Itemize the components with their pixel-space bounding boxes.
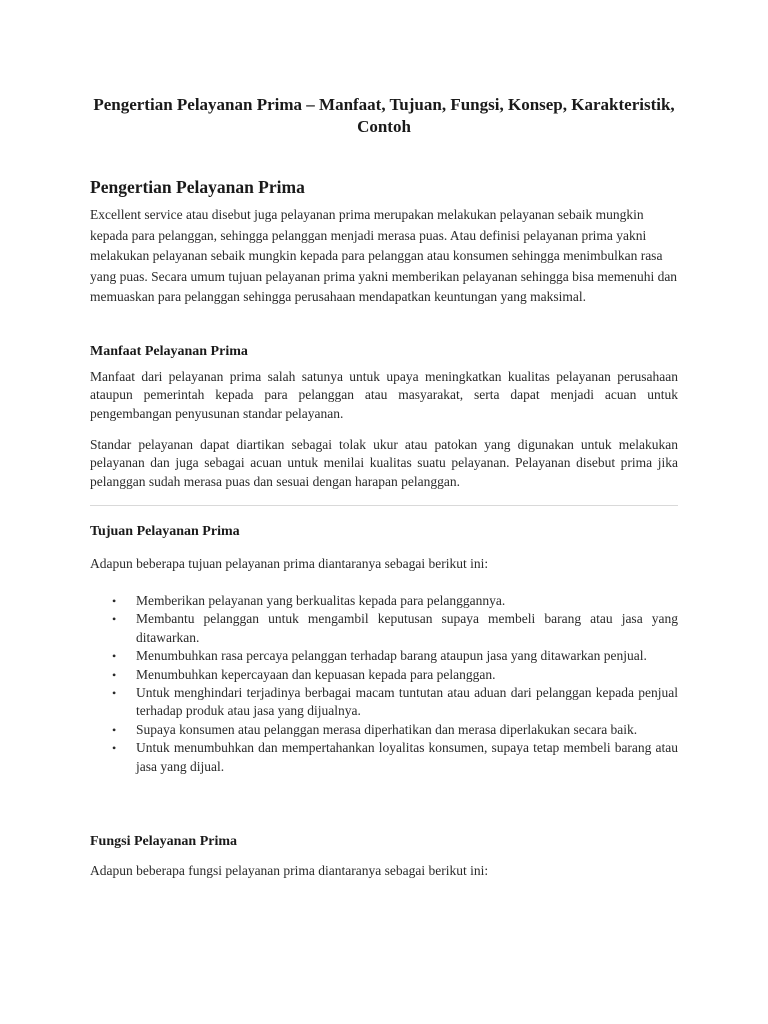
- paragraph-manfaat-1: Manfaat dari pelayanan prima salah satunya untuk upaya meningkatkan kualitas pelayanan perusahaan ataupun pemerintah kepada para pelanggan atau masyarakat, serta dapat menjadi acuan untuk pengembangan penyusunan standar pelayanan.: [90, 369, 678, 421]
- tujuan-bullet-list: [90, 592, 678, 776]
- document-title: Pengertian Pelayanan Prima – Manfaat, Tujuan, Fungsi, Konsep, Karakteristik, Contoh: [93, 95, 675, 136]
- bullet-icon: •: [112, 722, 117, 737]
- list-item-text: Memberikan pelayanan yang berkualitas kepada para pelanggannya.: [136, 593, 506, 608]
- list-item: [90, 592, 678, 610]
- paragraph-fungsi-intro: Adapun beberapa fungsi pelayanan prima diantaranya sebagai berikut ini:: [90, 863, 489, 878]
- bullet-icon: •: [112, 686, 117, 701]
- bullet-icon: •: [112, 594, 117, 608]
- list-item-text: Untuk menumbuhkan dan mempertahankan loyalitas konsumen, supaya tetap membeli barang atau jasa yang dijual.: [136, 740, 678, 774]
- list-item: [90, 610, 678, 647]
- bullet-icon: •: [112, 612, 117, 627]
- section-heading-pengertian: Pengertian Pelayanan Prima: [90, 177, 305, 197]
- list-item-text: Untuk menghindari terjadinya berbagai macam tuntutan atau aduan dari pelanggan kepada penjual terhadap produk atau jasa yang dijualnya.: [136, 685, 678, 719]
- section-divider: [90, 505, 678, 506]
- list-item-text: Menumbuhkan kepercayaan dan kepuasan kepada para pelanggan.: [136, 666, 496, 682]
- bullet-icon: •: [112, 649, 117, 664]
- list-item: [90, 647, 678, 665]
- list-item: [90, 666, 678, 684]
- paragraph-pengertian: Excellent service atau disebut juga pelayanan prima merupakan melakukan pelayanan sebaik mungkin kepada para pelanggan, sehingga pelanggan menjadi merasa puas. Atau definisi pelayanan prima yakni melakukan pelayanan sebaik mungkin kepada para pelanggan atau konsumen sehingga menimbulkan rasa yang puas. Secara umum tujuan pelayanan prima yakni memberikan pelayanan sehingga bisa memenuhi dan memuaskan para pelanggan sehingga perusahaan mendapatkan keuntungan yang maksimal.: [90, 207, 678, 305]
- list-item-text: Membantu pelanggan untuk mengambil keputusan supaya membeli barang atau jasa yang ditawarkan.: [136, 611, 678, 645]
- list-item-text: Supaya konsumen atau pelanggan merasa diperhatikan dan merasa diperlakukan secara baik.: [136, 721, 638, 737]
- paragraph-manfaat-2: Standar pelayanan dapat diartikan sebagai tolak ukur atau patokan yang digunakan untuk melakukan pelayanan dan juga sebagai acuan untuk menilai kualitas suatu pelayanan. Pelayanan disebut prima jika pelanggan sudah merasa puas dan sesuai dengan harapan pelanggan.: [90, 437, 678, 489]
- paragraph-tujuan-intro: Adapun beberapa tujuan pelayanan prima diantaranya sebagai berikut ini:: [90, 556, 489, 571]
- bullet-icon: •: [112, 741, 117, 756]
- bullet-icon: •: [112, 667, 117, 682]
- list-item: [90, 684, 678, 721]
- list-item: [90, 721, 678, 739]
- section-heading-fungsi: Fungsi Pelayanan Prima: [90, 834, 238, 849]
- list-item-text: Menumbuhkan rasa percaya pelanggan terhadap barang ataupun jasa yang ditawarkan penjual.: [136, 648, 647, 664]
- section-heading-manfaat: Manfaat Pelayanan Prima: [90, 344, 248, 359]
- section-heading-tujuan: Tujuan Pelayanan Prima: [90, 524, 240, 539]
- list-item: [90, 739, 678, 776]
